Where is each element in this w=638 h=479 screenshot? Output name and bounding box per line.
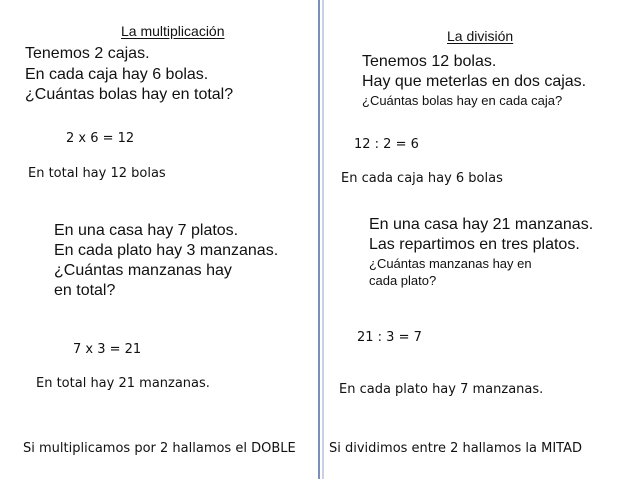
- left-problem2-line3: ¿Cuántas manzanas hay: [54, 262, 232, 279]
- left-problem2-line4: en total?: [54, 282, 116, 299]
- left-problem1-line1: Tenemos 2 cajas.: [25, 45, 150, 62]
- right-problem1-line2: Hay que meterlas en dos cajas.: [362, 73, 587, 90]
- right-problem1-line1: Tenemos 12 bolas.: [362, 53, 497, 70]
- right-problem2-line1: En una casa hay 21 manzanas.: [369, 216, 594, 233]
- left-problem1-line3: ¿Cuántas bolas hay en total?: [25, 86, 234, 103]
- right-result2: En cada plato hay 7 manzanas.: [339, 382, 544, 397]
- left-result2: En total hay 21 manzanas.: [36, 376, 210, 391]
- divider-line-light: [322, 0, 324, 479]
- right-heading: La división: [447, 28, 514, 44]
- right-operation2: 21 : 3 = 7: [357, 330, 422, 345]
- right-conclusion: Si dividimos entre 2 hallamos la MITAD: [329, 441, 582, 456]
- left-operation1: 2 x 6 = 12: [66, 131, 135, 146]
- right-problem2-line3: ¿Cuántas manzanas hay en: [369, 256, 532, 271]
- left-problem1-line2: En cada caja hay 6 bolas.: [25, 66, 209, 83]
- right-problem2-line4: cada plato?: [369, 273, 437, 288]
- left-conclusion: Si multiplicamos por 2 hallamos el DOBLE: [23, 441, 296, 456]
- left-result1: En total hay 12 bolas: [28, 166, 166, 181]
- divider-line-main: [318, 0, 320, 479]
- left-problem2-line1: En una casa hay 7 platos.: [54, 222, 239, 239]
- left-operation2: 7 x 3 = 21: [73, 342, 142, 357]
- left-heading: La multiplicación: [121, 23, 225, 39]
- right-problem1-line3: ¿Cuántas bolas hay en cada caja?: [362, 93, 563, 108]
- right-operation1: 12 : 2 = 6: [354, 137, 419, 152]
- right-problem2-line2: Las repartimos en tres platos.: [369, 236, 580, 253]
- right-result1: En cada caja hay 6 bolas: [341, 171, 503, 186]
- left-problem2-line2: En cada plato hay 3 manzanas.: [54, 242, 279, 259]
